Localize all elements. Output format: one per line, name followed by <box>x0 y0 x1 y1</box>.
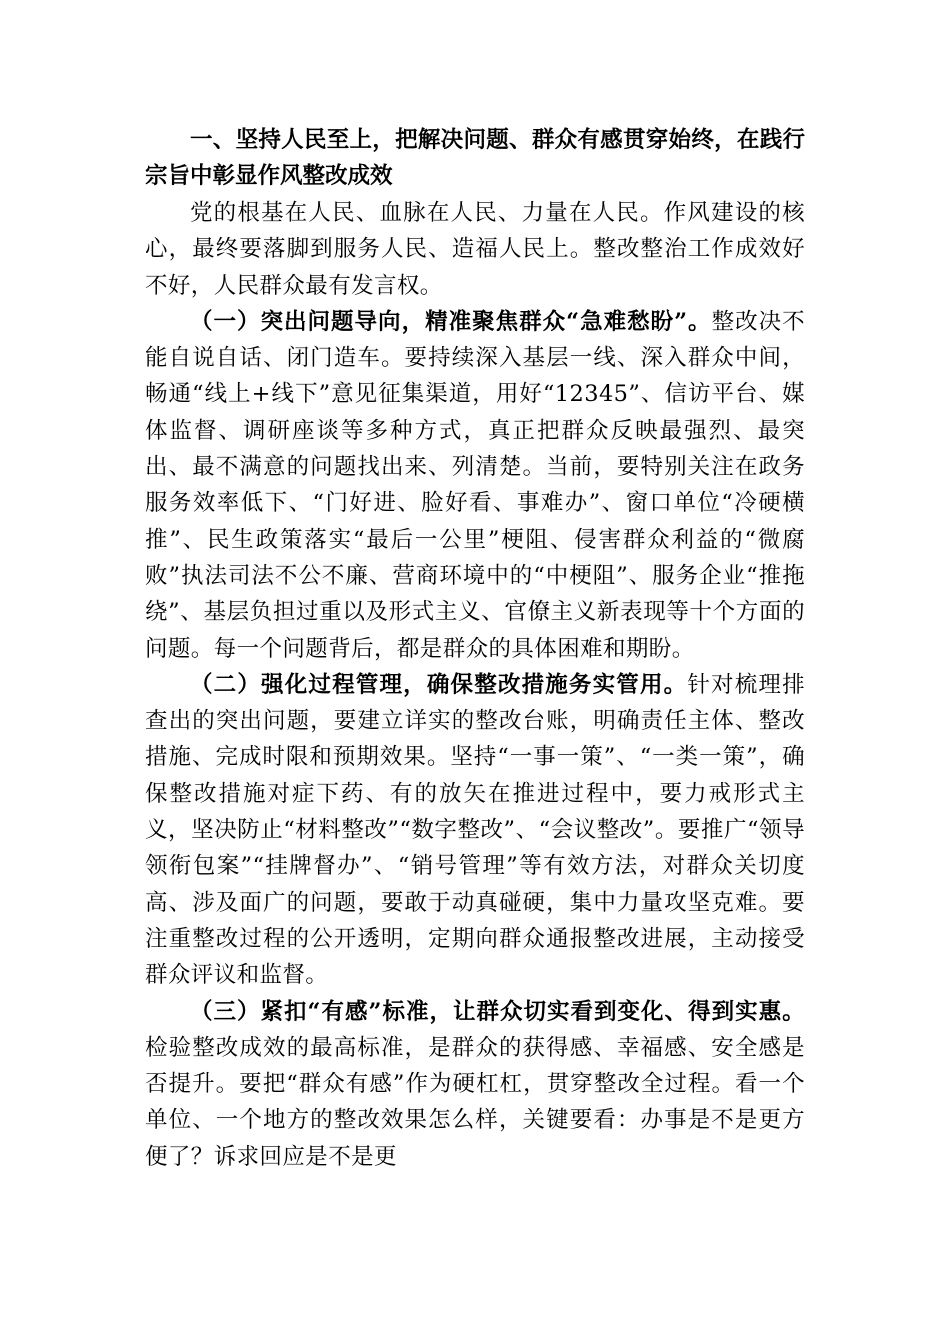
paragraph-text: 整改决不能自说自话、闭门造车。要持续深入基层一线、深入群众中间，畅通“线上+线下”意见征集渠道，用好“12345”、信访平台、媒体监督、调研座谈等多种方式，真正把群众反映最强烈、最突出、最不满意的问题找出来、列清楚。当前，要特别关注在政务服务效率低下、“门好进、脸好看、事难办”、窗口单位“冷硬横推”、民生政策落实“最后一公里”梗阻、侵害群众利益的“微腐败”执法司法不公不廉、营商环境中的“中梗阻”、服务企业“推拖绕”、基层负担过重以及形式主义、官僚主义新表现等十个方面的问题。每一个问题背后，都是群众的具体困难和期盼。 <box>145 308 805 662</box>
paragraph-text: 党的根基在人民、血脉在人民、力量在人民。作风建设的核心，最终要落脚到服务人民、造福人民上。整改整治工作成效好不好，人民群众最有发言权。 <box>145 200 805 299</box>
paragraph-item-2 <box>145 667 805 994</box>
paragraph-lead: （一）突出问题导向，精准聚焦群众“急难愁盼”。 <box>190 308 712 335</box>
paragraph-lead: （三）紧扣“有感”标准，让群众切实看到变化、得到实惠。 <box>190 998 805 1025</box>
document-page <box>145 122 805 1175</box>
paragraph-item-1 <box>145 304 805 667</box>
paragraph-lead: （二）强化过程管理，确保整改措施务实管用。 <box>190 671 688 698</box>
paragraph-intro <box>145 195 805 304</box>
paragraph-text: 针对梳理排查出的突出问题，要建立详实的整改台账，明确责任主体、整改措施、完成时限和预期效果。坚持“一事一策”、“一类一策”，确保整改措施对症下药、有的放矢在推进过程中，要力戒形式主义，坚决防止“材料整改”“数字整改”、“会议整改”。要推广“领导领衔包案”“挂牌督办”、“销号管理”等有效方法，对群众关切度高、涉及面广的问题，要敢于动真碰硬，集中力量攻坚克难。要注重整改过程的公开透明，定期向群众通报整改进展，主动接受群众评议和监督。 <box>145 671 805 989</box>
section-heading: 一、坚持人民至上，把解决问题、群众有感贯穿始终，在践行宗旨中彰显作风整改成效 <box>145 127 805 189</box>
paragraph-text: 检验整改成效的最高标准，是群众的获得感、幸福感、安全感是否提升。要把“群众有感”作为硬杠杠，贯穿整改全过程。看一个单位、一个地方的整改效果怎么样，关键要看：办事是不是更方便了？诉求回应是不是更 <box>145 1034 805 1170</box>
paragraph-item-3 <box>145 994 805 1175</box>
